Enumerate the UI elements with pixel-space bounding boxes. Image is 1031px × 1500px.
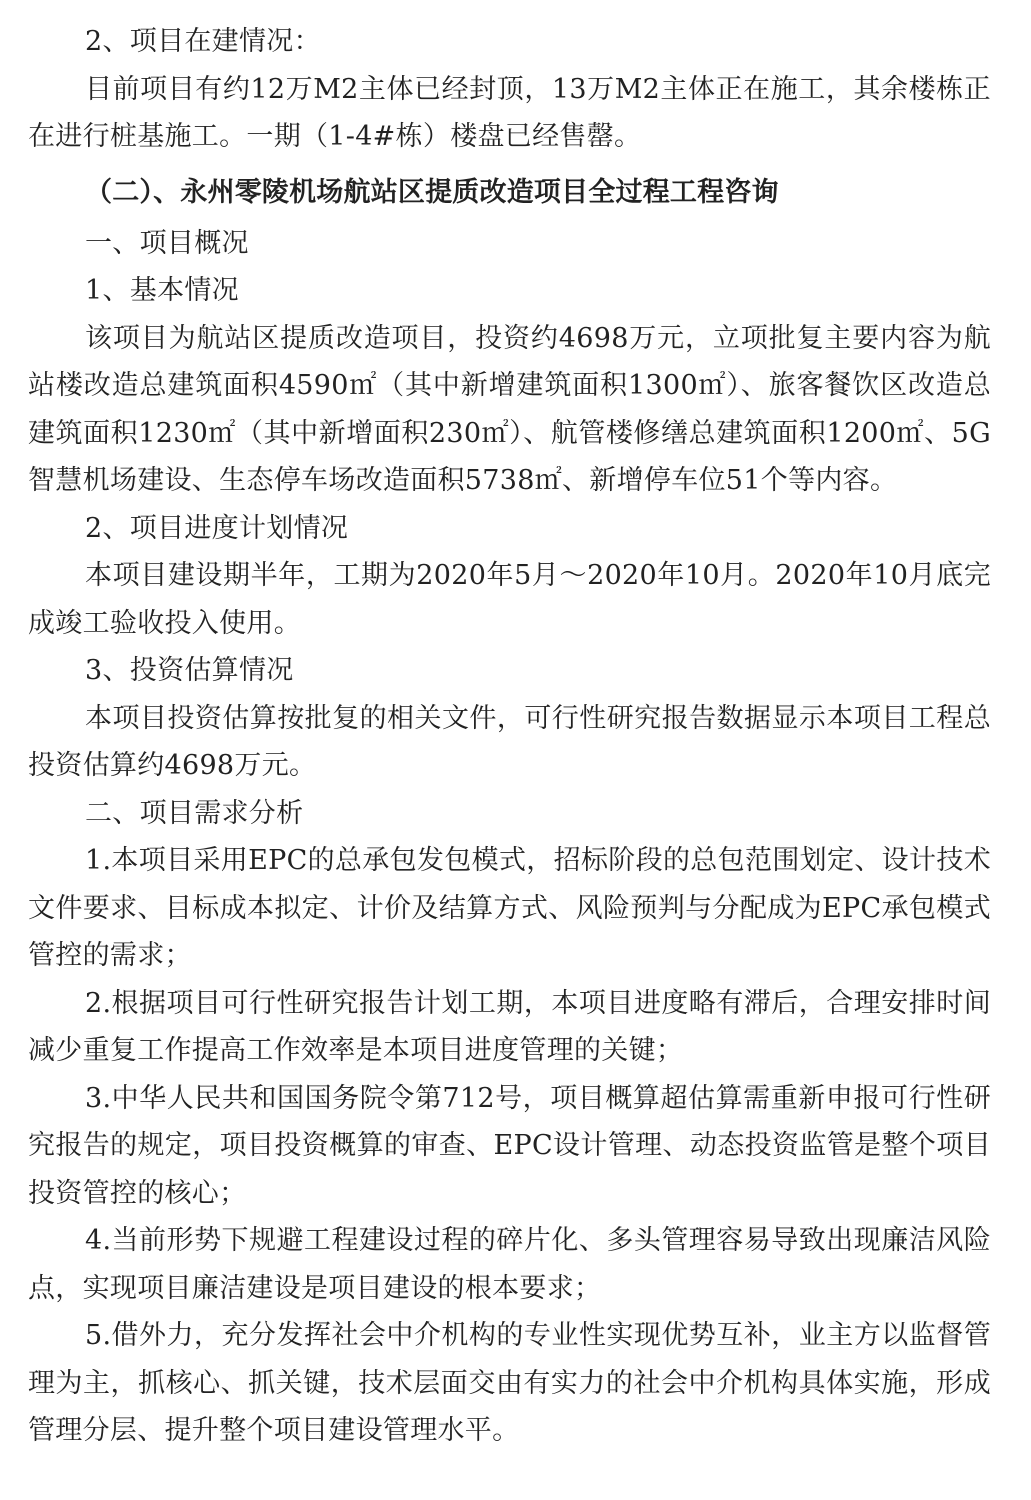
- section-heading: （二）、永州零陵机场航站区提质改造项目全过程工程咨询: [85, 176, 779, 208]
- subsection-title-construction-status: 2、项目在建情况：: [85, 26, 321, 57]
- subsection-title-overview: 一、项目概况: [85, 227, 249, 259]
- paragraph-investment: 本项目投资估算按批复的相关文件，可行性研究报告数据显示本项目工程总投资估算约4698万元。: [28, 702, 991, 781]
- list-item-need-5: 5.借外力，充分发挥社会中介机构的专业性实现优势互补，业主方以监督管理为主，抓核心、抓关键，技术层面交由有实力的社会中介机构具体实施，形成管理分层、提升整个项目建设管理水平。: [28, 1320, 991, 1446]
- paragraph-basic-info: 该项目为航站区提质改造项目，投资约4698万元，立项批复主要内容为航站楼改造总建筑面积4590㎡（其中新增建筑面积1300㎡）、旅客餐饮区改造总建筑面积1230㎡（其中新增面积230㎡）、航管楼修缮总建筑面积1200㎡、5G智慧机场建设、生态停车场改造面积5738㎡、新增停车位51个等内容。: [28, 322, 991, 496]
- subsection-title-basic-info: 1、基本情况: [85, 275, 239, 306]
- list-item-need-1: 1.本项目采用EPC的总承包发包模式，招标阶段的总包范围划定、设计技术文件要求、目标成本拟定、计价及结算方式、风险预判与分配成为EPC承包模式管控的需求；: [28, 845, 991, 971]
- subsection-title-schedule: 2、项目进度计划情况: [85, 512, 349, 544]
- list-item-need-3: 3.中华人民共和国国务院令第712号，项目概算超估算需重新申报可行性研究报告的规定，项目投资概算的审查、EPC设计管理、动态投资监管是整个项目投资管控的核心；: [28, 1082, 991, 1209]
- subsection-title-needs-analysis: 二、项目需求分析: [85, 797, 304, 829]
- subsection-title-investment: 3、投资估算情况: [85, 655, 294, 686]
- paragraph-construction-status: 目前项目有约12万M2主体已经封顶，13万M2主体正在施工，其余楼栋正在进行桩基施工。一期（1-4#栋）楼盘已经售罄。: [28, 73, 991, 152]
- list-item-need-2: 2.根据项目可行性研究报告计划工期，本项目进度略有滞后，合理安排时间减少重复工作提高工作效率是本项目进度管理的关键；: [28, 987, 991, 1066]
- paragraph-schedule: 本项目建设期半年，工期为2020年5月～2020年10月。2020年10月底完成竣工验收投入使用。: [28, 560, 991, 639]
- list-item-need-4: 4.当前形势下规避工程建设过程的碎片化、多头管理容易导致出现廉洁风险点，实现项目廉洁建设是项目建设的根本要求；: [28, 1225, 991, 1304]
